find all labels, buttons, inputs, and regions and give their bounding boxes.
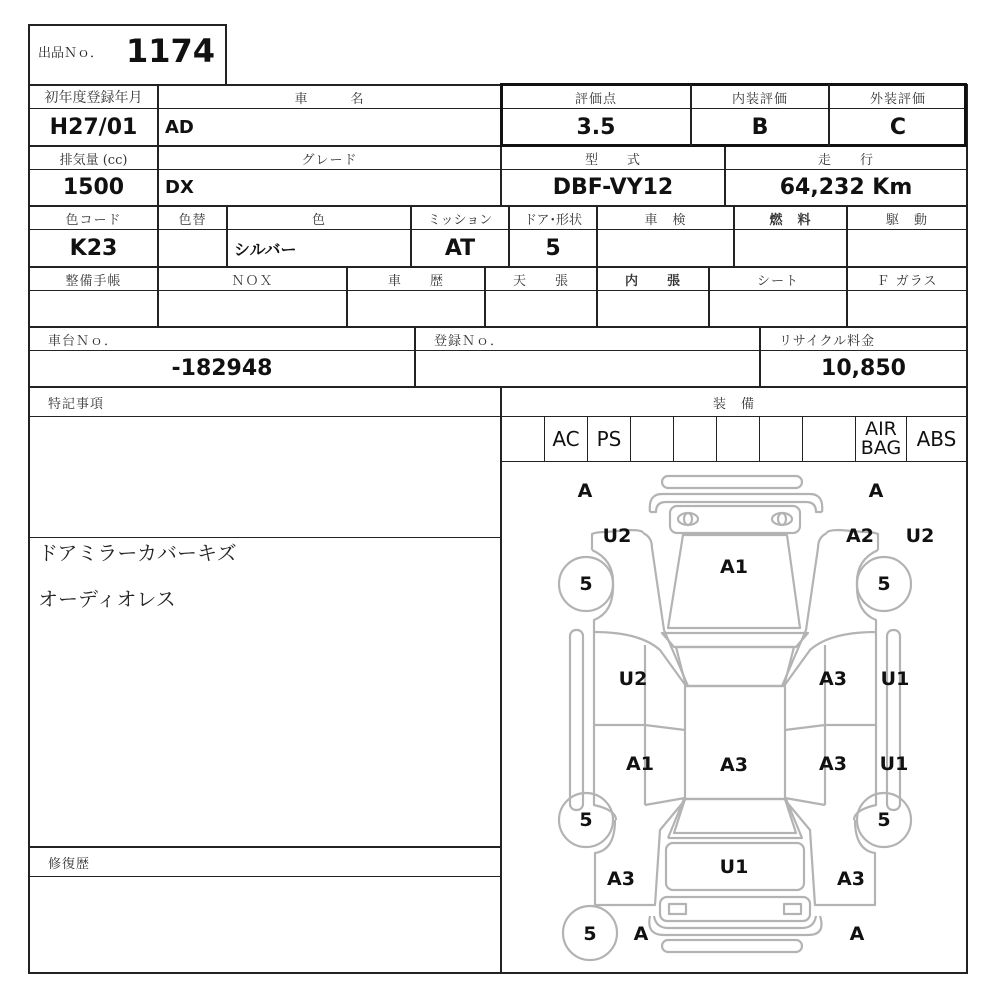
- mark-left-front-fender: U2: [602, 525, 632, 547]
- headliner-label: 天 張: [512, 273, 569, 289]
- front-right-light: [772, 513, 792, 525]
- fuel-value: [735, 230, 846, 266]
- recycle-fee-label: リサイクル料金: [779, 333, 876, 349]
- right-running-board: [887, 630, 900, 810]
- recycle-fee-value: 10,850: [821, 356, 906, 381]
- interior-rating-value: B: [751, 114, 769, 140]
- lot-number-label: 出品Ｎｏ．: [38, 46, 104, 61]
- maintenance-book-label: 整備手帳: [65, 273, 122, 289]
- equipment-item: [803, 417, 855, 461]
- repair-history-label: 修復歴: [48, 856, 91, 872]
- doors-value: 5: [545, 235, 561, 261]
- equipment-item-abs: ABS: [916, 426, 957, 451]
- chassis-no-value: -182948: [171, 356, 273, 381]
- color-code-label: 色コード: [65, 212, 122, 228]
- mark-right-front-door-a: A3: [819, 668, 847, 690]
- drive-label: 駆 動: [885, 212, 928, 228]
- first-registration-label: 初年度登録年月: [44, 90, 143, 106]
- registration-no-label: 登録Ｎｏ．: [434, 333, 505, 349]
- mark-left-rear-fender: A3: [607, 868, 635, 890]
- interior-rating-label: 内装評価: [731, 91, 788, 107]
- mileage-value: 64,232 Km: [779, 175, 913, 200]
- grade-value: DX: [165, 177, 194, 198]
- mileage-label: 走 行: [817, 152, 874, 168]
- left-front-fender: [592, 530, 688, 686]
- car-name-label: 車 名: [294, 91, 365, 107]
- lot-number-box: [28, 24, 227, 85]
- seat-label: シート: [756, 273, 799, 289]
- fuel-label: 燃 料: [769, 212, 812, 228]
- mark-rear-right-corner: A: [849, 923, 865, 945]
- car-damage-diagram: [502, 462, 966, 972]
- rear-window: [674, 799, 796, 833]
- mark-right-front-fender-b: U2: [905, 525, 935, 547]
- exterior-rating-value: C: [889, 114, 907, 140]
- mark-right-rear-fender: A3: [837, 868, 865, 890]
- mark-left-rear-door: A1: [626, 753, 654, 775]
- right-rear-door: [854, 725, 876, 820]
- mark-roof: A3: [720, 754, 748, 776]
- first-registration-value: H27/01: [49, 114, 138, 140]
- equipment-item-ac: AC: [552, 426, 580, 451]
- left-running-board: [570, 630, 583, 810]
- mark-right-front-door-b: U1: [880, 668, 910, 690]
- color-label: 色: [311, 212, 326, 228]
- color-code-value: K23: [69, 235, 118, 261]
- left-rear-door: [594, 725, 616, 820]
- chassis-no-label: 車台Ｎｏ．: [48, 333, 119, 349]
- remark-line: ドアミラーカバーキズ: [38, 541, 237, 565]
- hood: [668, 535, 800, 628]
- rear-panel: [660, 897, 810, 921]
- displacement-value: 1500: [62, 175, 125, 200]
- equipment-item: [674, 417, 716, 461]
- mark-right-front-fender-a: A2: [846, 525, 874, 547]
- nox-label: ＮＯＸ: [231, 273, 274, 289]
- mark-front-right-corner: A: [868, 480, 884, 502]
- equipment-item: [631, 417, 673, 461]
- inspection-value: [598, 230, 733, 266]
- registration-no-value: [416, 351, 759, 386]
- equipment-item-ps: PS: [596, 426, 622, 451]
- lot-number: 1174: [126, 32, 216, 70]
- mark-spare-wheel: 5: [583, 923, 597, 945]
- front-lip: [662, 476, 802, 488]
- doors-label: ドア･形状: [523, 212, 583, 228]
- score-label: 評価点: [574, 91, 617, 107]
- history-label: 車 歴: [387, 273, 444, 289]
- front-left-light: [678, 513, 698, 525]
- mark-right-front-wheel: 5: [877, 573, 891, 595]
- color-change-value: [159, 230, 226, 266]
- front-bumper: [650, 494, 823, 512]
- model-value: DBF-VY12: [552, 175, 674, 200]
- equipment-item: [502, 417, 544, 461]
- color-change-label: 色替: [178, 212, 207, 228]
- mark-rear-left-corner: A: [633, 923, 649, 945]
- mark-right-rear-door-a: A3: [819, 753, 847, 775]
- interior-trim-label: 内 張: [624, 273, 681, 289]
- mark-left-front-wheel: 5: [579, 573, 593, 595]
- score-value: 3.5: [576, 114, 616, 140]
- displacement-label: 排気量 (cc): [59, 152, 128, 168]
- car-name-value: AD: [165, 116, 194, 138]
- inspection-label: 車 検: [644, 212, 687, 228]
- exterior-rating-label: 外装評価: [869, 91, 926, 107]
- grade-label: グレード: [301, 152, 358, 168]
- equipment-label: 装 備: [712, 396, 755, 412]
- f-glass-label: Ｆ ガラス: [876, 273, 938, 289]
- equipment-item: [717, 417, 759, 461]
- equipment-item-airbag: AIR BAG: [860, 418, 902, 459]
- mark-trunk: U1: [719, 856, 749, 878]
- mark-hood: A1: [720, 556, 748, 578]
- remark-line: オーディオレス: [38, 587, 176, 611]
- front-grille: [670, 506, 800, 533]
- transmission-label: ミッション: [427, 212, 493, 228]
- equipment-item: [760, 417, 802, 461]
- rear-lip: [662, 940, 802, 952]
- rear-bumper: [649, 916, 821, 935]
- mark-left-rear-wheel: 5: [579, 809, 593, 831]
- transmission-value: AT: [444, 235, 476, 261]
- drive-value: [848, 230, 966, 266]
- color-value: シルバー: [234, 239, 297, 259]
- mark-left-front-door: U2: [618, 668, 648, 690]
- mark-front-left-corner: A: [577, 480, 593, 502]
- mark-right-rear-wheel: 5: [877, 809, 891, 831]
- remarks-label: 特記事項: [48, 396, 105, 412]
- windshield: [662, 633, 808, 647]
- model-label: 型 式: [584, 152, 641, 168]
- roof: [685, 686, 785, 799]
- mark-right-rear-door-b: U1: [879, 753, 909, 775]
